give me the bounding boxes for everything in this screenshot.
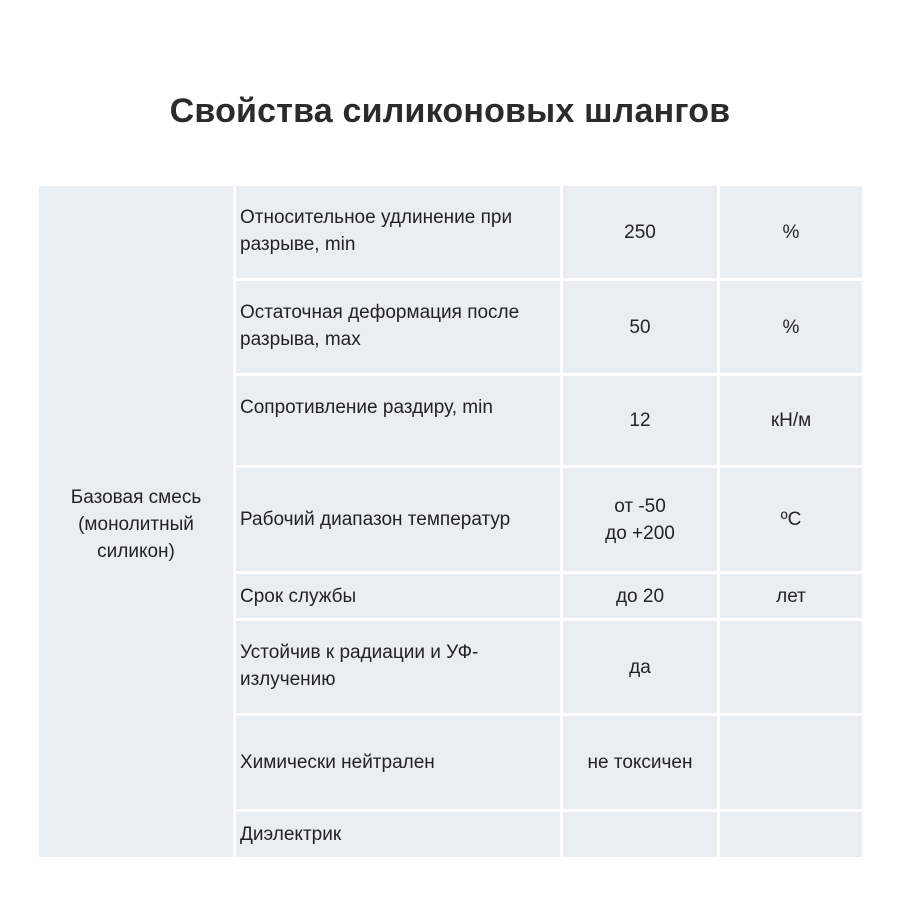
property-cell: Устойчив к радиации и УФ- излучению: [236, 621, 560, 713]
unit-cell: [720, 812, 862, 857]
property-cell: Диэлектрик: [236, 812, 560, 857]
value-cell: 50: [563, 281, 717, 373]
property-cell: Относительное удлинение при разрыве, min: [236, 186, 560, 278]
value-cell: да: [563, 621, 717, 713]
value-cell: не токсичен: [563, 716, 717, 809]
unit-cell: [720, 716, 862, 809]
unit-cell: %: [720, 281, 862, 373]
unit-cell: %: [720, 186, 862, 278]
properties-table: [39, 186, 861, 856]
page-title: Свойства силиконовых шлангов: [169, 92, 731, 130]
unit-cell: [720, 621, 862, 713]
unit-cell: лет: [720, 574, 862, 618]
value-cell: 12: [563, 376, 717, 465]
property-cell: Срок службы: [236, 574, 560, 618]
property-cell: Сопротивление раздиру, min: [236, 376, 560, 465]
value-cell: [563, 812, 717, 857]
value-cell: от -50 до +200: [563, 468, 717, 571]
property-cell: Химически нейтрален: [236, 716, 560, 809]
value-cell: до 20: [563, 574, 717, 618]
unit-cell: ºС: [720, 468, 862, 571]
unit-cell: кН/м: [720, 376, 862, 465]
property-cell: Рабочий диапазон температур: [236, 468, 560, 571]
property-cell: Остаточная деформация после разрыва, max: [236, 281, 560, 373]
group-label-cell: Базовая смесь (монолитный силикон): [39, 186, 233, 857]
value-cell: 250: [563, 186, 717, 278]
